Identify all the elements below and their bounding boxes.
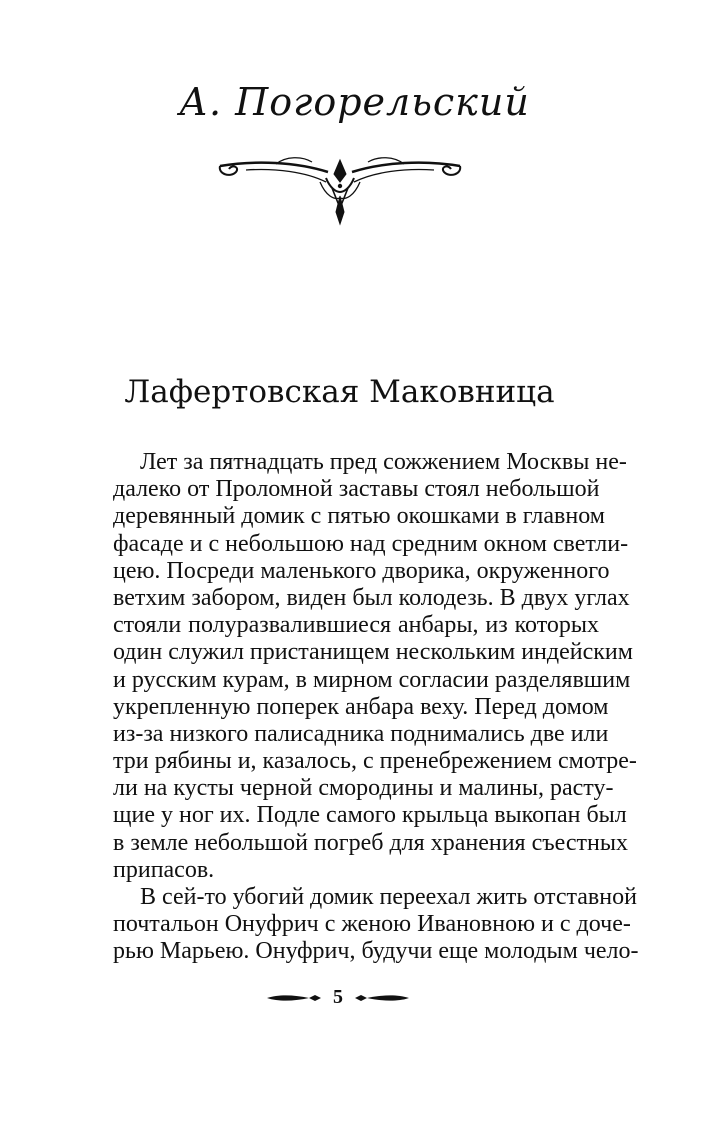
text-line: припасов. [113,856,215,883]
text-line: почтальон Онуфрич с женою Ивановною и с доче- [113,911,631,938]
folio-ornament-right-icon [353,992,411,1004]
ornament-divider-icon [216,152,464,228]
author-name: А. Погорельский [179,80,530,124]
text-line: щие у ног их. Подле самого крыльца выкопан был [113,802,627,829]
text-line: Лет за пятнадцать пред сожжением Москвы не- [140,449,627,475]
text-line: из-за низкого палисадника поднимались две или [113,720,609,747]
text-line: укрепленную поперек анбара веху. Перед домом [113,693,609,720]
text-line: рью Марьею. Онуфрич, будучи еще молодым чело- [113,938,639,965]
text-line: деревянный домик с пятью окошками в главном [113,503,605,530]
text-line: далеко от Проломной заставы стоял небольшой [113,476,600,503]
text-line: три рябины и, казалось, с пренебрежением смотре- [113,748,637,775]
text-line: ветхим забором, виден был колодезь. В двух углах [113,584,630,611]
chapter-title: Лафертовская Маковница [124,374,555,410]
text-line: цею. Посреди маленького дворика, окруженного [113,557,610,584]
text-line: и русским курам, в мирном согласии разделявшим [113,666,631,693]
text-line: фасаде и с небольшою над средним окном светли- [113,530,629,557]
body-text [113,449,639,966]
folio-ornament-left-icon [265,992,323,1004]
text-line: стояли полуразвалившиеся анбары, из которых [113,612,599,639]
text-line: В сей-то убогий домик переехал жить отставной [140,884,637,910]
page-number: 5 [333,986,343,1008]
text-line: в земле небольшой погреб для хранения съестных [113,829,628,856]
text-line: ли на кусты черной смородины и малины, расту- [113,775,614,802]
text-line: один служил пристанищем нескольким индейским [113,639,633,666]
page-footer [265,986,409,1010]
